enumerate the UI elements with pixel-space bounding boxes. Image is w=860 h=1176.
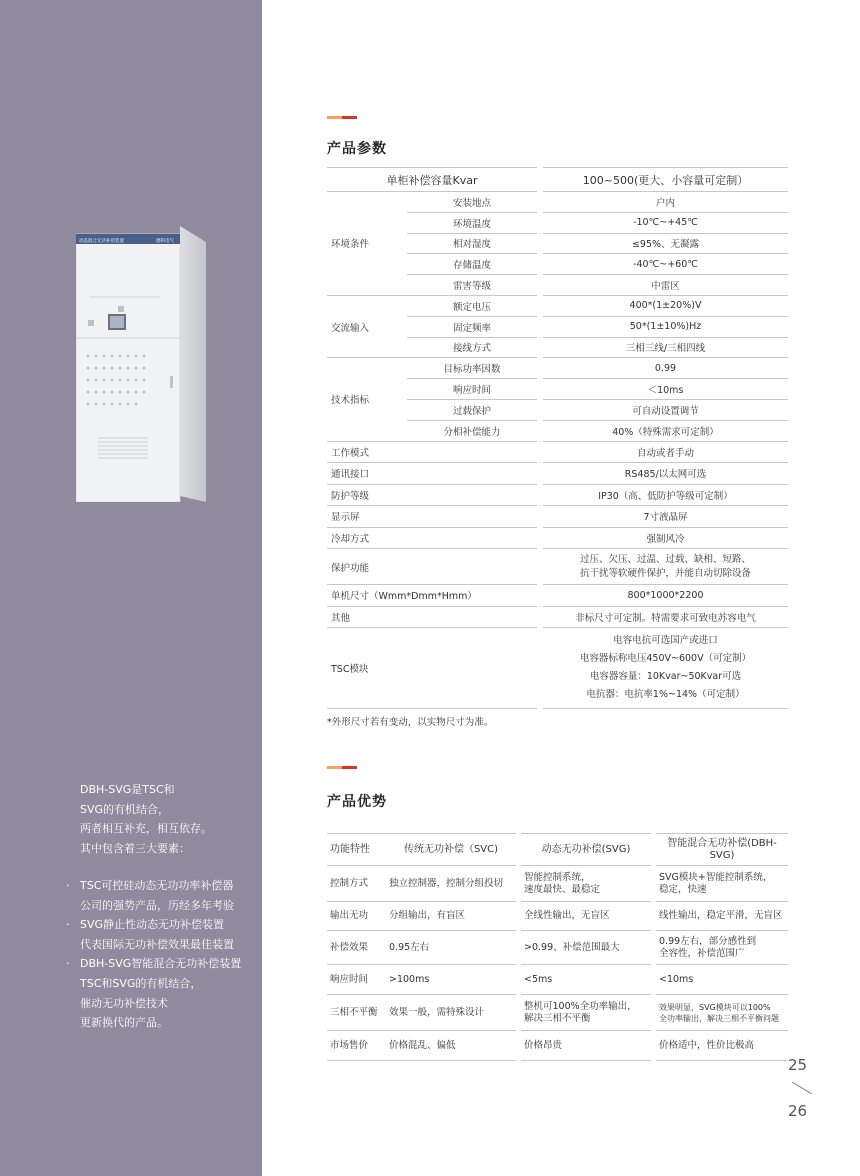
table-row [327,965,788,995]
adv-cell: 补偿效果 [327,931,386,965]
list-item-line: DBH-SVG智能混合无功补偿装置 [80,957,242,971]
adv-header: 智能混合无功补偿(DBH-SVG) [656,834,788,866]
adv-cell: 线性输出，稳定平滑，无盲区 [656,902,788,931]
adv-cell: 三相不平衡 [327,995,386,1031]
param-sub-label: 存储温度 [407,254,537,275]
intro-line: 两者相互补充，相互依存。 [80,822,212,836]
param-value: 800*1000*2200 [543,585,788,607]
adv-cell [656,931,788,965]
adv-cell: 价格混乱、偏低 [386,1031,516,1061]
param-sub-label: 相对湿度 [407,233,537,254]
adv-cell [521,995,651,1031]
param-value [543,549,788,585]
adv-cell-line: 解决三相不平衡 [524,1012,591,1024]
param-value: 可自动设置调节 [543,399,788,420]
bullet-dot: · [66,918,70,932]
list-item-line: SVG静止性动态无功补偿装置 [80,918,225,932]
table-row [327,463,788,485]
param-group-label: 技术指标 [327,358,407,441]
adv-cell-line: 智能控制系统， [524,871,591,883]
param-label: 防护等级 [327,484,537,506]
adv-cell: <10ms [656,965,788,995]
adv-cell: >0.99、补偿范围最大 [521,931,651,965]
param-label: 工作模式 [327,441,537,463]
list-item-line: 催动无功补偿技术 [80,996,168,1010]
param-sub-label: 目标功率因数 [407,358,537,379]
table-row [327,995,788,1031]
cabinet-brand: 德科电气 [156,239,174,244]
adv-cell-line: 速度最快、最稳定 [524,883,601,895]
param-value: 中雷区 [543,275,788,296]
table-row [327,441,788,463]
param-label: 冷却方式 [327,527,537,549]
bullet-dot: · [66,879,70,892]
list-item-line: TSC和SVG的有机结合， [80,976,202,990]
adv-header: 动态无功补偿(SVG) [521,834,651,866]
param-value-line: 电容电抗可选国产或进口 [613,635,718,647]
param-label: 其他 [327,606,537,628]
adv-cell-line: 效果明显，SVG模块可以100% [659,1002,771,1012]
adv-header: 传统无功补偿（SVC) [386,834,516,866]
table-row [327,527,788,549]
param-header-value: 100~500(更大、小容量可定制） [543,168,788,192]
table-row [327,902,788,931]
param-label: 通讯接口 [327,463,537,485]
param-sub-label: 过载保护 [407,399,537,420]
adv-cell [521,866,651,902]
param-value-line: 抗干扰等软硬件保护，并能自动切除设备 [579,567,751,579]
param-value: 三相三线/三相四线 [543,337,788,358]
elements-list [66,876,260,1033]
section-accent-bar [327,116,357,119]
param-value: ≤95%、无凝露 [543,233,788,254]
adv-cell-line: 全容性，补偿范围广 [659,947,745,959]
param-value: 7寸液晶屏 [543,506,788,528]
adv-cell: 输出无功 [327,902,386,931]
adv-cell: 价格昂贵 [521,1031,651,1061]
adv-cell: 全线性输出，无盲区 [521,902,651,931]
param-value: 非标尺寸可定制。特需要求可致电苏容电气 [543,606,788,628]
list-item-line: TSC可控硅动态无功功率补偿器 [80,879,234,892]
adv-cell-line: SVG模块+智能控制系统， [659,871,773,883]
param-value-line: 电抗器：电抗率1%~14%（可定制） [586,689,745,701]
adv-cell: <5ms [521,965,651,995]
page-number-left: 25 [788,1056,808,1074]
intro-line: 其中包含着三大要素： [80,841,190,855]
param-header-label: 单柜补偿容量Kvar [327,168,537,192]
list-item-line: 更新换代的产品。 [80,1016,168,1030]
param-value-line: 电容器容量：10Kvar~50Kvar可选 [589,671,742,683]
cabinet-label: 动态混合无功补偿装置 [79,239,124,244]
adv-cell-line: 稳定，快速 [659,883,707,895]
table-row [327,628,788,709]
param-sub-label: 分相补偿能力 [407,420,537,441]
intro-line: DBH-SVG是TSC和 [80,783,175,796]
adv-cell: 分组输出，有盲区 [386,902,516,931]
adv-cell: 效果一般，需特殊设计 [386,995,516,1031]
bullet-dot: · [66,957,70,971]
table-row [327,834,788,866]
param-value: ＜10ms [543,379,788,400]
param-value: IP30（高、低防护等级可定制） [543,484,788,506]
adv-cell: >100ms [386,965,516,995]
param-value: 户内 [543,192,788,213]
params-footnote: *外形尺寸若有变动，以实物尺寸为准。 [327,717,494,728]
adv-cell: 0.95左右 [386,931,516,965]
section-accent-bar [327,766,357,769]
param-value: 400*(1±20%)V [543,295,788,316]
adv-cell: 市场售价 [327,1031,386,1061]
param-value: 40%（特殊需求可定制） [543,420,788,441]
table-row [327,585,788,607]
adv-cell-line: 全功率输出，解决三相不平衡问题 [659,1013,779,1023]
param-label: TSC模块 [327,628,537,709]
adv-header: 功能特性 [327,834,386,866]
table-row [327,358,788,379]
table-row [327,1031,788,1061]
param-group-label: 交流输入 [327,295,407,357]
table-row [327,866,788,902]
table-row [327,931,788,965]
adv-cell: 控制方式 [327,866,386,902]
param-sub-label: 安装地点 [407,192,537,213]
table-row [327,192,788,213]
list-item [66,876,260,915]
param-value [543,628,788,709]
param-value: 自动或者手动 [543,441,788,463]
param-label: 单机尺寸（Wmm*Dmm*Hmm） [327,585,537,607]
param-sub-label: 雷害等级 [407,275,537,296]
table-row [327,484,788,506]
intro-line: SVG的有机结合， [80,802,170,816]
table-row [327,168,788,192]
param-group-label: 环境条件 [327,192,407,296]
param-value: 0.99 [543,358,788,379]
adv-cell: 价格适中，性价比极高 [656,1031,788,1061]
adv-cell: 独立控制器，控制分组投切 [386,866,516,902]
param-sub-label: 额定电压 [407,295,537,316]
param-label: 显示屏 [327,506,537,528]
param-value-line: 电容器标称电压450V~600V（可定制） [579,653,752,665]
adv-cell-line: 整机可100%全功率输出， [524,1000,637,1012]
param-value: 强制风冷 [543,527,788,549]
table-row [327,606,788,628]
list-item-line: 代表国际无功补偿效果最佳装置 [80,937,234,951]
list-item [66,954,260,1032]
page-number-right: 26 [788,1102,808,1120]
adv-cell [656,995,788,1031]
page-divider [792,1082,812,1094]
adv-cell: 响应时间 [327,965,386,995]
cabinet-image [76,226,206,502]
param-value: -10℃~+45℃ [543,212,788,233]
param-value: -40℃~+60℃ [543,254,788,275]
intro-text [80,780,260,858]
sidebar [0,0,262,1176]
param-label: 保护功能 [327,549,537,585]
param-value-line: 过压、欠压、过温、过载、缺相、短路、 [579,553,751,565]
advantages-table [327,833,788,1061]
adv-cell [656,866,788,902]
list-item [66,915,260,954]
table-row [327,506,788,528]
param-value: 50*(1±10%)Hz [543,316,788,337]
param-sub-label: 环境温度 [407,212,537,233]
advantages-title: 产品优势 [327,794,387,810]
param-sub-label: 响应时间 [407,379,537,400]
table-row [327,549,788,585]
param-sub-label: 固定频率 [407,316,537,337]
adv-cell-line: 0.99左右，部分感性到 [659,935,757,947]
param-sub-label: 接线方式 [407,337,537,358]
params-table [327,167,788,709]
table-row [327,295,788,316]
param-value: RS485/以太网可选 [543,463,788,485]
list-item-line: 公司的强势产品，历经多年考验 [80,898,234,912]
params-title: 产品参数 [327,141,387,157]
